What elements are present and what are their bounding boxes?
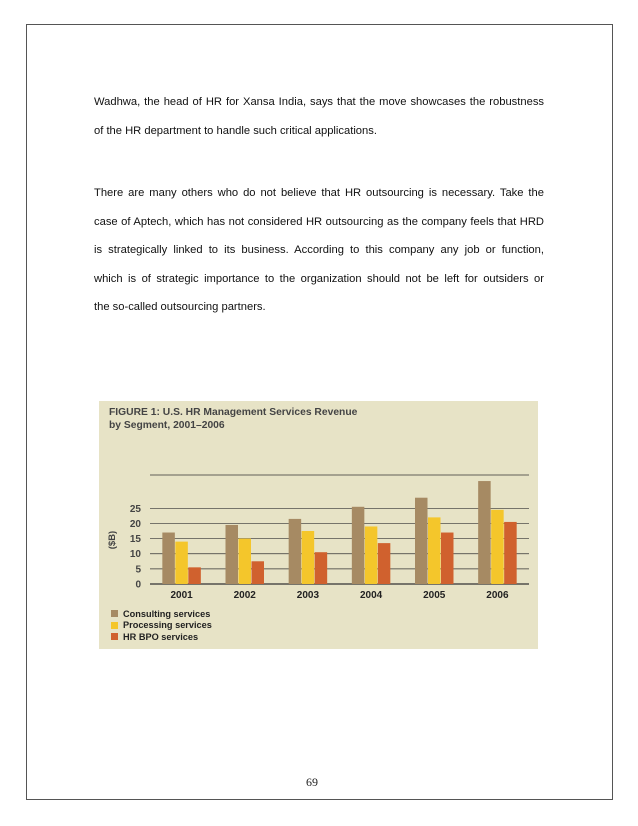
- bar-processing-services: [239, 539, 252, 584]
- page-number: 69: [306, 775, 318, 789]
- paragraph-xansa: [94, 95, 544, 152]
- legend-label: Consulting services: [123, 608, 211, 619]
- bar-hr-bpo-services: [252, 561, 265, 584]
- x-tick-label: 2005: [423, 590, 446, 601]
- x-tick-label: 2004: [359, 590, 383, 601]
- y-tick-label: 10: [129, 549, 141, 561]
- bar-consulting-services: [226, 525, 239, 584]
- bar-consulting-services: [162, 533, 175, 584]
- y-tick-label: 20: [129, 518, 141, 530]
- y-tick-label: 0: [135, 579, 141, 591]
- legend-swatch: [111, 633, 118, 640]
- x-tick-label: 2001: [170, 590, 193, 601]
- bar-processing-services: [491, 510, 504, 584]
- bar-processing-services: [365, 526, 378, 584]
- paragraph-line: the so-called outsourcing partners.: [94, 301, 266, 313]
- bar-hr-bpo-services: [504, 522, 516, 584]
- chart-title-line: FIGURE 1: U.S. HR Management Services Revenue: [109, 407, 358, 418]
- x-tick-label: 2003: [296, 590, 320, 601]
- legend-label: Processing services: [123, 620, 212, 631]
- chart-legend: [111, 608, 212, 643]
- bar-processing-services: [175, 542, 188, 584]
- legend-swatch: [111, 610, 118, 617]
- bar-consulting-services: [415, 498, 428, 584]
- y-axis-label: ($B): [107, 530, 118, 550]
- paragraph-line: case of Aptech, which has not considered HR outsourcing as the company feels that HRD: [94, 215, 544, 228]
- legend-label: HR BPO services: [123, 631, 199, 642]
- chart-title-line: by Segment, 2001–2006: [109, 420, 225, 431]
- paragraph-line: which is of strategic importance to the organization should not be left for outsiders or: [94, 272, 544, 285]
- revenue-chart-figure: [99, 401, 538, 649]
- y-tick-label: 15: [129, 534, 141, 546]
- bar-hr-bpo-services: [441, 533, 454, 584]
- x-tick-label: 2006: [486, 590, 509, 601]
- paragraph-line: There are many others who do not believe that HR outsourcing is necessary. Take the: [94, 187, 544, 199]
- x-tick-label: 2002: [233, 590, 256, 601]
- bar-processing-services: [302, 531, 315, 584]
- paragraph-line: Wadhwa, the head of HR for Xansa India, says that the move showcases the robustness: [94, 96, 544, 108]
- paragraph-aptech: [94, 186, 544, 329]
- legend-swatch: [111, 622, 118, 629]
- bar-hr-bpo-services: [188, 567, 201, 584]
- legend-item: [111, 631, 212, 643]
- bar-processing-services: [428, 517, 441, 584]
- bar-consulting-services: [352, 507, 365, 584]
- y-tick-label: 5: [135, 564, 141, 576]
- bar-consulting-services: [478, 481, 491, 584]
- bar-hr-bpo-services: [315, 552, 328, 584]
- bar-consulting-services: [289, 519, 302, 584]
- legend-item: [111, 620, 212, 632]
- bar-hr-bpo-services: [378, 543, 391, 584]
- legend-item: [111, 608, 212, 620]
- paragraph-line: is strategically linked to its business. According to this company any job or function,: [94, 244, 544, 256]
- y-tick-label: 25: [129, 503, 141, 515]
- paragraph-line: of the HR department to handle such critical applications.: [94, 124, 377, 137]
